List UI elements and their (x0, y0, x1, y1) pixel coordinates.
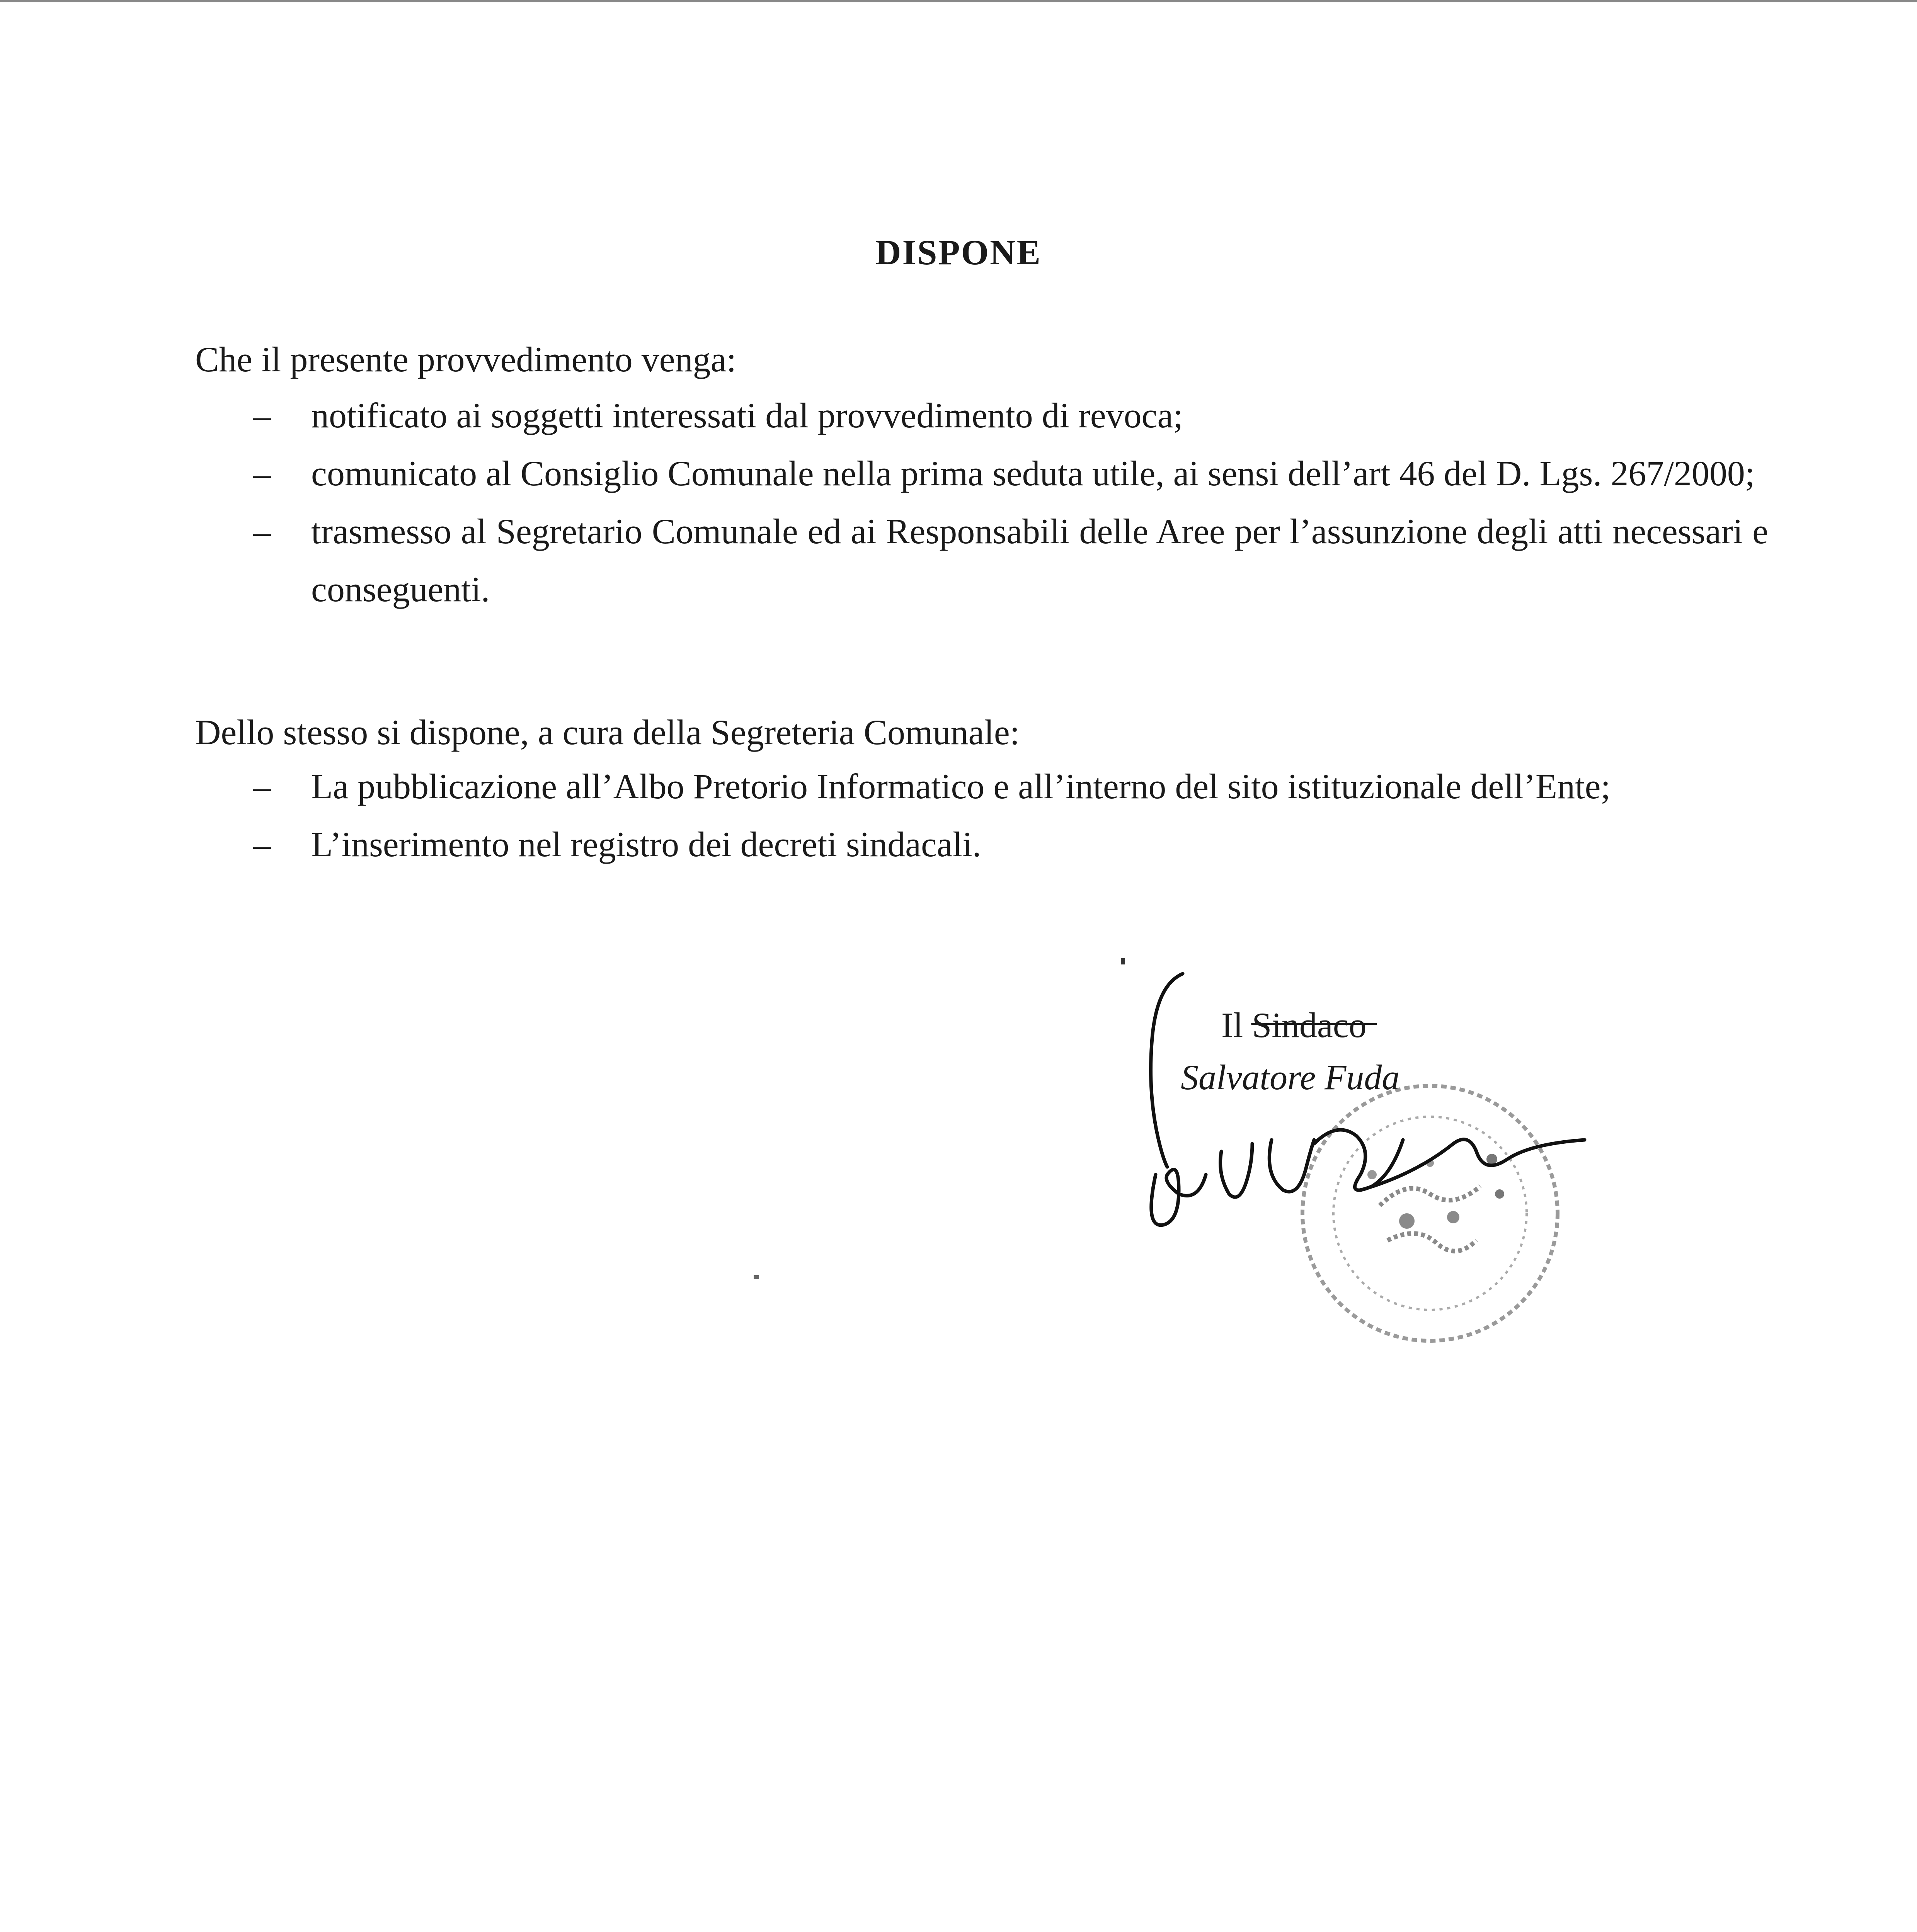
publication-list (195, 757, 1768, 873)
list-item (195, 502, 1768, 618)
list-item (195, 815, 1768, 873)
scan-speck (754, 1275, 759, 1279)
scan-speck (1121, 958, 1125, 964)
handwritten-signature (1121, 958, 1608, 1252)
signatory-title: Il Sindaco (1221, 1005, 1367, 1045)
list-item (195, 444, 1768, 502)
dash-bullet: – (253, 767, 271, 806)
list-item-text: L’inserimento nel registro dei decreti sindacali. (311, 825, 981, 864)
list-item-text: La pubblicazione all’Albo Pretorio Informatico e all’interno del sito istituzionale dell’Ente; (311, 767, 1611, 806)
top-border (0, 0, 1917, 2)
dash-bullet: – (253, 396, 271, 435)
dash-bullet: – (253, 512, 271, 551)
page-heading: DISPONE (875, 233, 1042, 272)
notification-list (195, 386, 1768, 618)
signatory-name: Salvatore Fuda (1181, 1058, 1400, 1097)
dash-bullet: – (253, 454, 271, 493)
list-item (195, 386, 1768, 444)
list-item-text: notificato ai soggetti interessati dal provvedimento di revoca; (311, 396, 1183, 435)
list-item-text: comunicato al Consiglio Comunale nella prima seduta utile, ai sensi dell’art 46 del D. Lgs. 267/2000; (311, 454, 1755, 493)
list-item-text: trasmesso al Segretario Comunale ed ai Responsabili delle Aree per l’assunzione degli atti necessari e conseguenti. (311, 512, 1768, 609)
dash-bullet: – (253, 825, 271, 864)
list-item (195, 757, 1768, 815)
intro-paragraph: Che il presente provvedimento venga: (195, 340, 737, 379)
second-intro-paragraph: Dello stesso si dispone, a cura della Segreteria Comunale: (195, 713, 1020, 752)
